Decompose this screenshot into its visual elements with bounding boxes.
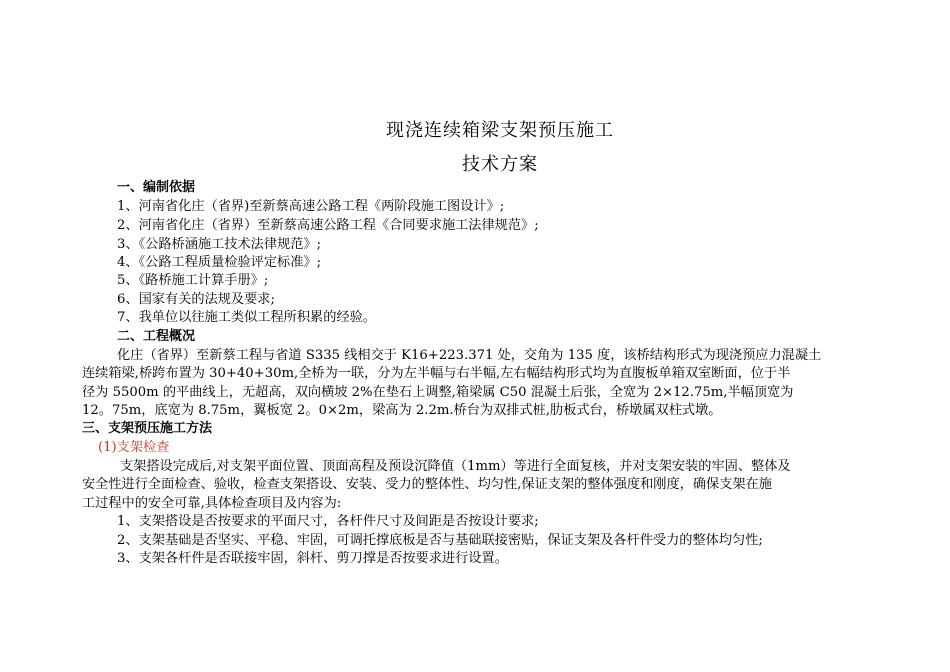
doc-title-line1: 现浇连续箱梁支架预压施工 xyxy=(386,120,614,141)
paragraph-line: 工过程中的安全可靠,具体检查项目及内容为: xyxy=(82,496,342,511)
paragraph-line: 12。75m，底宽为 8.75m，翼板宽 2。0×2m，梁高为 2.2m.桥台为双排式桩,肋板式台，桥墩属双柱式墩。 xyxy=(82,403,722,418)
section3-heading: 三、支架预压施工方法 xyxy=(82,421,213,436)
section2-heading: 二、工程概况 xyxy=(117,329,196,344)
list-item: 1、河南省化庄（省界)至新蔡高速公路工程《两阶段施工图设计》; xyxy=(117,199,505,214)
list-item: 1、支架搭设是否按要求的平面尺寸，各杆件尺寸及间距是否按设计要求; xyxy=(117,514,539,529)
list-item: 3、《公路桥涵施工技术法律规范》; xyxy=(117,237,322,252)
paragraph-line: 支架搭设完成后,对支架平面位置、顶面高程及预设沉降值（1mm）等进行全面复核，并对支架安装的牢固、整体及 xyxy=(120,459,791,474)
list-item: 4、《公路工程质量检验评定标准》; xyxy=(117,255,322,270)
doc-title-line2: 技术方案 xyxy=(462,154,538,175)
paragraph-line: 连续箱梁,桥跨布置为 30+40+30m,全桥为一联，分为左半幅与右半幅,左右幅结构形式均为直腹板单箱双室断面，位于半 xyxy=(82,366,791,381)
list-item: 6、国家有关的法规及要求; xyxy=(117,292,275,307)
paragraph-line: 安全性进行全面检查、验收，检查支架搭设、安装、受力的整体性、均匀性,保证支架的整体强度和刚度，确保支架在施 xyxy=(82,477,772,492)
list-item: 2、河南省化庄（省界）至新蔡高速公路工程《合同要求施工法律规范》; xyxy=(117,218,539,233)
list-item: 5、《路桥施工计算手册》; xyxy=(117,273,269,288)
subsection-heading: (1)支架检查 xyxy=(98,440,170,455)
list-item: 3、支架各杆件是否联接牢固，斜杆、剪刀撑是否按要求进行设置。 xyxy=(117,551,508,566)
paragraph-line: 径为 5500m 的平曲线上，无超高，双向横坡 2%在垫石上调整,箱梁属 C50 混凝土后张，全宽为 2×12.75m,半幅顶宽为 xyxy=(82,385,794,400)
paragraph-line: 化庄（省界）至新蔡工程与省道 S335 线相交于 K16+223.371 处，交角为 135 度，该桥结构形式为现浇预应力混凝土 xyxy=(117,348,822,363)
list-item: 7、我单位以往施工类似工程所积累的经验。 xyxy=(117,310,376,325)
list-item: 2、支架基础是否坚实、平稳、牢固，可调托撑底板是否与基础联接密贴，保证支架及各杆件受力的整体均匀性; xyxy=(117,533,763,548)
section1-heading: 一、编制依据 xyxy=(117,180,196,195)
